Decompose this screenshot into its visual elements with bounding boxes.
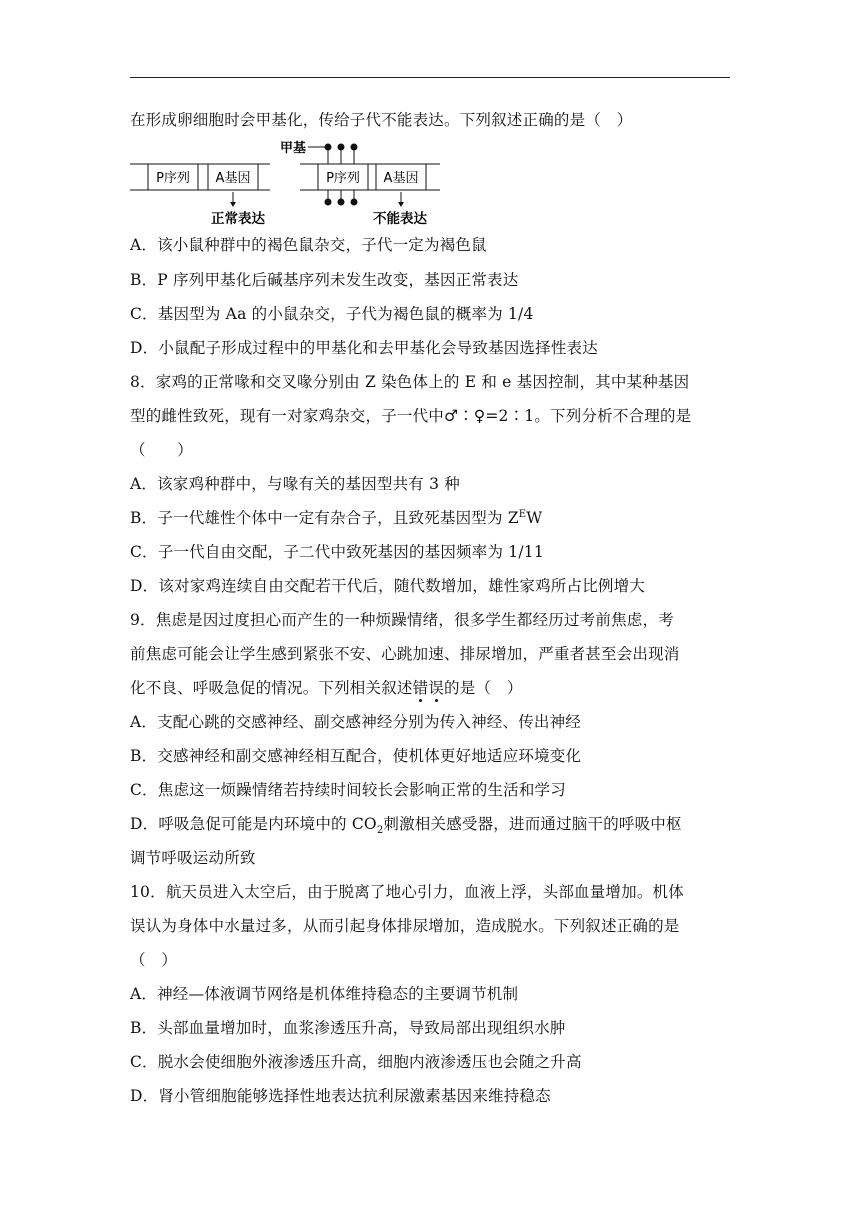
a-gene-label: A基因 <box>383 171 419 186</box>
q9-stem-line3: 化不良、呼吸急促的情况。下列相关叙述错误的是（ ） <box>130 679 523 697</box>
q9-stem-line2: 前焦虑可能会让学生感到紧张不安、心跳加速、排尿增加，严重者甚至会出现消 <box>130 645 680 663</box>
methyl-dot-icon <box>325 199 332 206</box>
q7-option-c: C．基因型为 Aa 的小鼠杂交，子代为褐色鼠的概率为 1/4 <box>130 305 534 323</box>
emphasis-char: 错 <box>412 679 429 697</box>
q8-stem-line1: 8．家鸡的正常喙和交叉喙分别由 Z 染色体上的 E 和 e 基因控制，其中某种基因 <box>130 373 690 391</box>
methyl-dot-icon <box>338 144 345 151</box>
q8-option-d: D．该对家鸡连续自由交配若干代后，随代数增加，雄性家鸡所占比例增大 <box>130 577 646 595</box>
methyl-dot-icon <box>351 199 358 206</box>
methyl-dot-icon <box>351 144 358 151</box>
q9-option-a: A．支配心跳的交感神经、副交感神经分别为传入神经、传出神经 <box>130 713 581 731</box>
q9-option-d-cont: 调节呼吸运动所致 <box>130 849 256 867</box>
methylated-gene-strip <box>280 140 440 227</box>
q8-stem-line3: （ ） <box>130 441 193 459</box>
q9-option-c: C．焦虑这一烦躁情绪若持续时间较长会影响正常的生活和学习 <box>130 781 566 799</box>
q7-option-d: D．小鼠配子形成过程中的甲基化和去甲基化会导致基因选择性表达 <box>130 339 598 357</box>
q10-stem-line3: （ ） <box>130 951 178 969</box>
q7-option-a: A．该小鼠种群中的褐色鼠杂交，子代一定为褐色鼠 <box>130 236 487 254</box>
arrow-head-icon <box>230 202 236 207</box>
methyl-label: 甲基 <box>280 141 307 156</box>
q10-stem-line1: 10．航天员进入太空后，由于脱离了地心引力，血液上浮，头部血量增加。机体 <box>130 883 684 901</box>
no-expression-label: 不能表达 <box>373 211 427 227</box>
a-gene-label: A基因 <box>215 171 251 186</box>
q10-option-a: A．神经—体液调节网络是机体维持稳态的主要调节机制 <box>130 985 519 1003</box>
q7-option-b: B．P 序列甲基化后碱基序列未发生改变，基因正常表达 <box>130 271 519 289</box>
normal-gene-strip <box>130 164 270 227</box>
p-sequence-label: P序列 <box>156 171 190 186</box>
arrow-head-icon <box>398 202 404 207</box>
methyl-dot-icon <box>338 199 345 206</box>
q10-option-c: C．脱水会使细胞外液渗透压升高，细胞内液渗透压也会随之升高 <box>130 1053 582 1071</box>
header-rule <box>130 77 730 78</box>
normal-expression-label: 正常表达 <box>211 211 265 227</box>
q10-option-b: B．头部血量增加时，血浆渗透压升高，导致局部出现组织水肿 <box>130 1019 566 1037</box>
q9-stem-line1: 9．焦虑是因过度担心而产生的一种烦躁情绪，很多学生都经历过考前焦虑，考 <box>130 611 674 629</box>
p-sequence-label: P序列 <box>326 171 360 186</box>
q8-option-a: A．该家鸡种群中，与喙有关的基因型共有 3 种 <box>130 475 461 493</box>
methylation-diagram <box>128 136 448 228</box>
q9-option-b: B．交感神经和副交感神经相互配合，使机体更好地适应环境变化 <box>130 747 582 765</box>
q8-option-c: C．子一代自由交配，子二代中致死基因的基因频率为 1/11 <box>130 543 544 561</box>
q7-stem-tail: 在形成卵细胞时会甲基化，传给子代不能表达。下列叙述正确的是（ ） <box>130 111 633 129</box>
q10-stem-line2: 误认为身体中水量过多，从而引起身体排尿增加，造成脱水。下列叙述正确的是 <box>130 917 680 935</box>
emphasis-char: 误 <box>428 679 445 697</box>
q8-stem-line2: 型的雌性致死，现有一对家鸡杂交，子一代中♂∶♀=2∶1。下列分析不合理的是 <box>130 407 692 425</box>
q10-option-d: D．肾小管细胞能够选择性地表达抗利尿激素基因来维持稳态 <box>130 1087 551 1105</box>
q9-option-d: D．呼吸急促可能是内环境中的 $CO_2$刺激相关感受器，进而通过脑干的呼吸中枢 <box>130 815 682 837</box>
q8-option-b: B．子一代雄性个体中一定有杂合子，且致死基因型为 $Z^EW$ <box>130 508 543 527</box>
methyl-dot-icon <box>325 144 332 151</box>
